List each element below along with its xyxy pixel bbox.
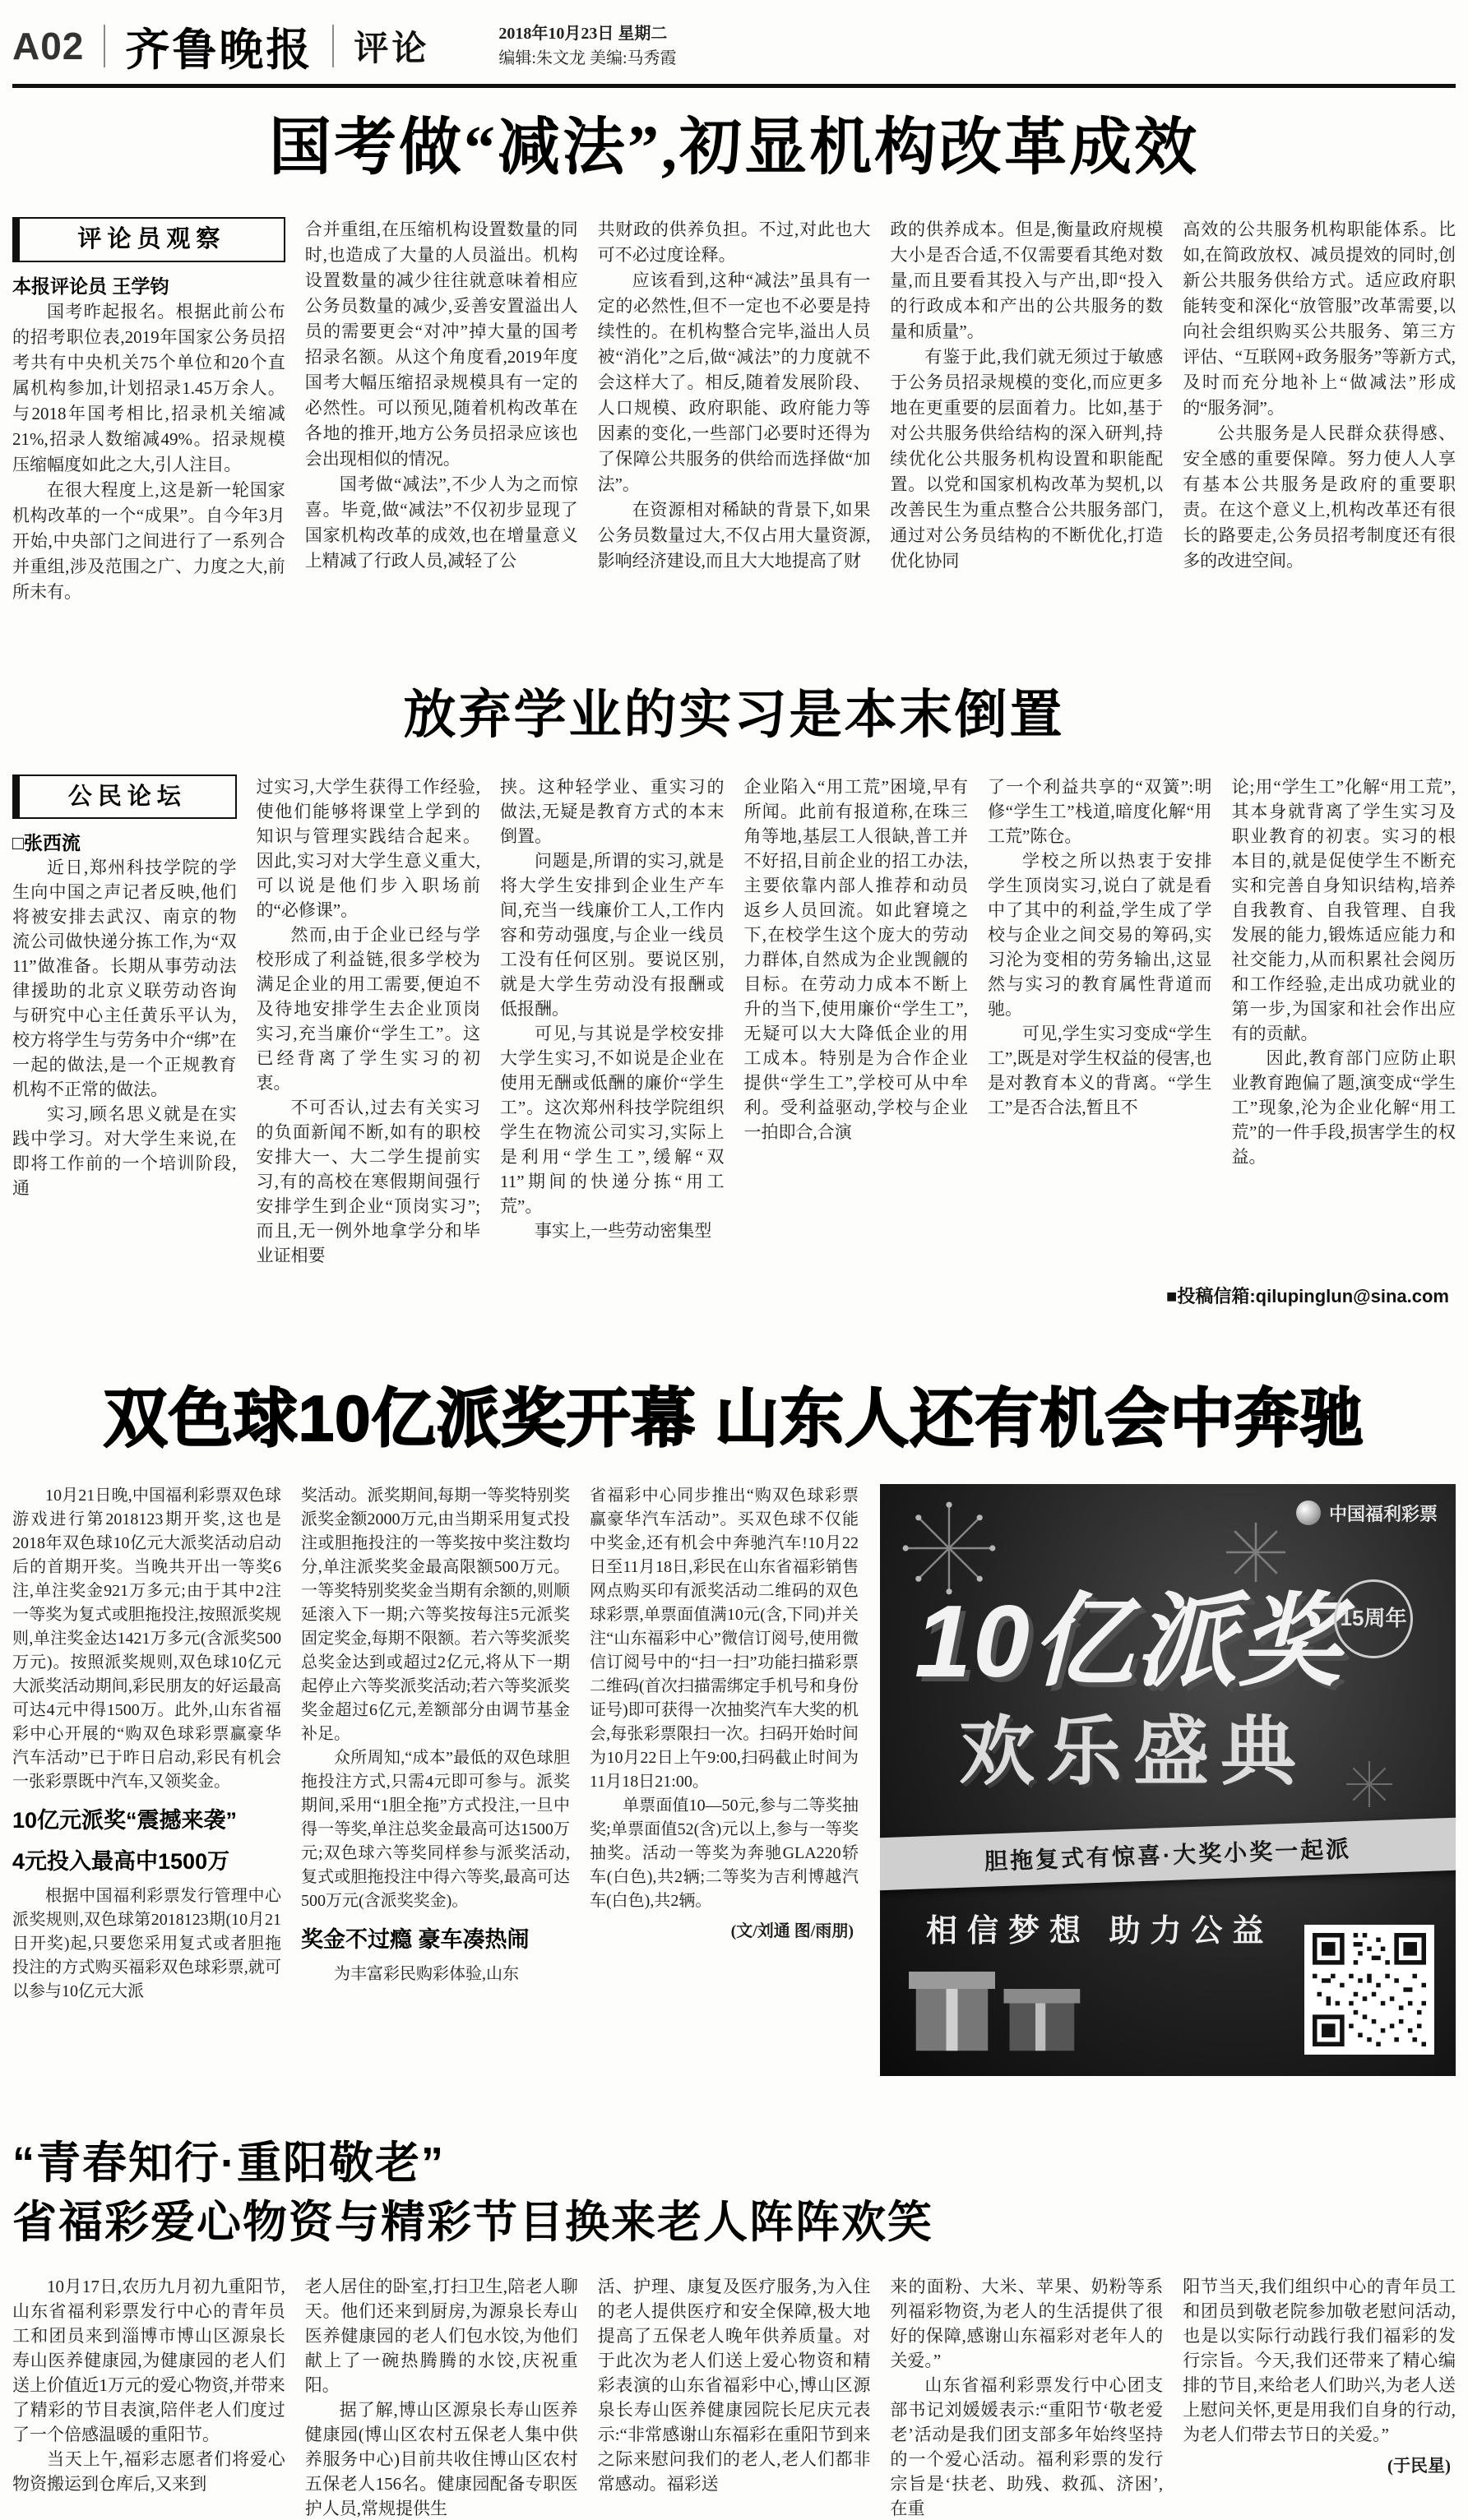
body-paragraph: 可见,学生实习变成“学生工”,既是对学生权益的侵害,也是对教育本义的背离。“学生工”是否合法,暂且不 — [988, 1024, 1212, 1117]
text-column — [890, 2274, 1163, 2520]
body-paragraph: 奖活动。派奖期间,每期一等奖特别奖派奖金额2000万元,由当期采用复式投注或胆拖投注的一等奖按中奖注数均分,单注派奖奖金最高限额500万元。一等奖特别奖奖金当期有余额的,则顺延滚入下一期;六等奖按每注5元派奖固定奖金,每期不限额。若六等奖派奖总奖金达到或超过2亿元,将从下一期起停止六等奖派奖活动;若六等奖派奖奖金超过6亿元,差额部分由调节基金补足。 — [301, 1486, 570, 1743]
body-paragraph: 国考做“减法”,不少人为之而惊喜。毕竟,做“减法”不仅初步显现了国家机构改革的成效,也在增量意义上精减了行政人员,减轻了公 — [304, 474, 578, 571]
body-paragraph: 实习,顾名思义就是在实践中学习。对大学生来说,在即将工作前的一个培训阶段,通 — [12, 1104, 237, 1198]
article2-headline: 放弃学业的实习是本末倒置 — [403, 686, 1065, 744]
body-paragraph: 企业陷入“用工荒”困境,早有所闻。此前有报道称,在珠三角等地,基层工人很缺,普工并不好招,目前企业的招工办法,主要依靠内部人推荐和动员返乡人员回流。如此窘境之下,在校学生这个庞大的劳动力群体,自然成为企业觊觎的目标。在劳动力成本不断上升的当下,使用廉价“学生工”,无疑可以大大降低企业的用工成本。特别是为合作企业提供“学生工”,学校可从中牟利。受利益驱动,学校与企业一拍即合,合演 — [743, 777, 968, 1142]
body-paragraph: 事实上,一些劳动密集型 — [535, 1221, 712, 1241]
body-paragraph: 然而,由于企业已经与学校形成了利益链,很多学校为满足企业的用工需要,便迫不及待地安排学生去企业顶岗实习,充当廉价“学生工”。这已经背离了学生实习的初衷。 — [256, 925, 480, 1093]
publication-date: 2018年10月23日 星期二 — [498, 25, 668, 43]
byline: □张西流 — [12, 832, 81, 853]
body-paragraph: 有鉴于此,我们就无须过于敏感于公务员招录规模的变化,而应更多地在更重要的层面着力。比如,基于对公共服务供给结构的深入研判,持续优化公共服务机构设置和职能配置。以党和国家机构改革为契机,以改善民生为重点整合公共服务部门,通过对公务员结构的不断优化,打造优化协同 — [890, 347, 1164, 571]
text-column — [305, 217, 578, 628]
body-paragraph: 老人居住的卧室,打扫卫生,陪老人聊天。他们还来到厨房,为源泉长寿山医养健康园的老人们包水饺,为他们献上了一碗热腾腾的水饺,庆祝重阳。 — [304, 2277, 578, 2396]
china-welfare-lottery-brand — [1296, 1500, 1438, 1526]
body-paragraph: 在很大程度上,这是新一轮国家机构改革的一个“成果”。自今年3月开始,中央部门之间进行了一系列合并重组,涉及范围之广、力度之大,前所未有。 — [12, 480, 285, 602]
promo-image — [880, 1484, 1456, 2076]
article3-body — [12, 2274, 1456, 2520]
body-paragraph: 可见,与其说是学校安排大学生实习,不如说是企业在使用无酬或低酬的廉价“学生工”。这次郑州科技学院组织学生在物流公司实习,实际上是利用“学生工”,缓解“双11”期间的快递分拣“用工荒”。 — [500, 1024, 725, 1216]
article3-headline-line2: 省福彩爱心物资与精彩节目换来老人阵阵欢笑 — [12, 2198, 933, 2248]
text-column — [1232, 774, 1456, 1268]
body-paragraph: 阳节当天,我们组织中心的青年员工和团员到敬老院参加敬老慰问活动,也是以实际行动践行我们福彩的发行宗旨。今天,我们还带来了精心编排的节目,来给老人们助兴,为老人送上慰问关怀,更是用我们自身的行动,为老人们带去节日的关爱。” — [1183, 2277, 1456, 2445]
lottery-ad-article — [12, 1380, 1456, 2076]
body-paragraph: 政的供养成本。但是,衡量政府规模大小是否合适,不仅需要看其绝对数量,而且要看其投入与产出,即“投入的行政成本和产出的公共服务的数量和质量”。 — [890, 220, 1164, 341]
body-paragraph: 挟。这种轻学业、重实习的做法,无疑是教育方式的本末倒置。 — [500, 777, 725, 846]
text-column — [598, 2274, 871, 2520]
body-paragraph: 众所周知,“成本”最低的双色球胆拖投注方式,只需4元即可参与。派奖期间,采用“1胆全拖”方式投注,一旦中得一等奖,单注总奖金最高可达1500万元;双色球六等奖同样参与派奖活动,复式或胆拖投注中得六等奖,最高可达500万元(含派奖奖金)。 — [301, 1748, 570, 1910]
page-header — [12, 0, 1456, 76]
credit-line: (于民星) — [1387, 2456, 1451, 2476]
body-paragraph: 为丰富彩民购彩体验,山东 — [334, 1965, 519, 1984]
text-column — [598, 217, 871, 628]
body-paragraph: 应该看到,这种“减法”虽具有一定的必然性,但不一定也不必要是持续性的。在机构整合完毕,溢出人员被“消化”之后,做“减法”的力度就不会这样大了。相反,随着发展阶段、人口规模、政府职能、政府能力等因素的变化,一些部门必要时还得为了保障公共服务的供给而选择做“加法”。 — [597, 270, 871, 494]
text-column — [257, 774, 481, 1268]
body-paragraph: 单票面值10—50元,参与二等奖抽奖;单票面值52(含)元以上,参与一等奖抽奖。活动一等奖为奔驰GLA220轿车(白色),共2辆;二等奖为吉利博越汽车(白色),共2辆。 — [590, 1796, 859, 1910]
text-column — [305, 2274, 578, 2520]
promo-subtitle: 欢乐盛典 — [959, 1709, 1308, 1794]
body-paragraph: 在资源相对稀缺的背景下,如果公务员数量过大,不仅占用大量资源,影响经济建设,而且大大地提高了财 — [597, 500, 871, 571]
ad-headline: 双色球10亿派奖开幕 山东人还有机会中奔驰 — [103, 1382, 1365, 1454]
text-column — [1183, 217, 1456, 628]
article-internship-commentary — [12, 682, 1456, 1308]
text-column — [12, 1484, 281, 2076]
body-paragraph: 高效的公共服务机构职能体系。比如,在简政放权、减员提效的同时,创新公共服务供给方式。适应政府职能转变和深化“放管服”改革需要,以向社会组织购买公共服务、第三方评估、“互联网+政务服务”等新方式,及时而充分地补上“做减法”形成的“服务洞”。 — [1183, 220, 1456, 418]
column-label: 评论员观察 — [12, 217, 285, 262]
firework-icon — [1341, 1755, 1398, 1813]
submission-mailbox: ■投稿信箱:qilupinglun@sina.com — [1166, 1286, 1449, 1306]
body-paragraph: 公共服务是人民群众获得感、安全感的重要保障。努力使人人享有基本公共服务是政府的重要职责。在这个意义上,机构改革还有很长的路要走,公务员招考制度还有很多的改进空间。 — [1183, 423, 1456, 571]
body-paragraph: 活、护理、康复及医疗服务,为入住的老人提供医疗和安全保障,极大地提高了五保老人晚年供养质量。对于此次为老人们送上爱心物资和精彩表演的山东省福彩中心,博山区源泉长寿山医养健康园院长尼庆元表示:“非常感谢山东福彩在重阳节到来之际来慰问我们的老人,老人们都非常感动。福彩送 — [597, 2277, 871, 2495]
body-paragraph: 因此,教育部门应防止职业教育跑偏了题,演变成“学生工”现象,沦为企业化解“用工荒”的一件手段,损害学生的权益。 — [1231, 1048, 1456, 1167]
article3-headline — [12, 2134, 1456, 2254]
qr-code-pattern — [1313, 1933, 1426, 2046]
article1-body — [12, 217, 1456, 628]
header-divider — [332, 25, 334, 67]
text-column — [301, 1484, 570, 2076]
body-paragraph: 10月21日晚,中国福利彩票双色球游戏进行第2018123期开奖,这也是2018年双色球10亿元大派奖活动启动后的首期开奖。当晚共开出一等奖6注,单注奖金921万多元;由于其中2注一等奖为复式或胆拖投注,按照派奖规则,单注奖金达1421万多元(含派奖500万元)。按照派奖规则,双色球10亿元大派奖活动期间,彩民朋友的好运最高可达4元中得1500万。此外,山东省福彩中心开展的“购双色球彩票赢豪华汽车活动”已于昨日启动,彩民有机会一张彩票既中汽车,又领奖金。 — [12, 1486, 281, 1791]
header-divider — [104, 25, 105, 67]
editors-line: 编辑:朱文龙 美编:马秀霞 — [498, 49, 677, 67]
body-paragraph: 论;用“学生工”化解“用工荒”,其本身就背离了学生实习及职业教育的初衷。实习的根本目的,就是促使学生不断充实和完善自身知识结构,培养自我教育、自我管理、自我发展的能力,锻炼适应能力和社交能力,从而积累社会阅历和工作经验,走出成功就业的第一步,为国家和社会作出应有的贡献。 — [1231, 777, 1456, 1043]
promo-slogan: 相信梦想 助力公益 — [926, 1913, 1274, 1949]
text-column — [890, 217, 1163, 628]
text-column — [12, 217, 285, 628]
subhead: 10亿元派奖“震撼来袭” — [12, 1807, 238, 1833]
body-paragraph: 共财政的供养负担。不过,对此也大可不必过度诠释。 — [597, 220, 871, 265]
body-paragraph: 根据中国福利彩票发行管理中心派奖规则,双色球第2018123期(10月21日开奖)起,只要您采用复式或者胆拖投注的方式购买福彩双色球彩票,就可以参与10亿元大派 — [12, 1887, 281, 2001]
section-title: 评论 — [354, 29, 430, 67]
promo-ribbon-banner: 胆拖复式有惊喜·大奖小奖一起派 — [880, 1817, 1456, 1890]
gift-box-icon — [905, 1943, 1086, 2058]
text-column — [988, 774, 1212, 1268]
body-paragraph: 当天上午,福彩志愿者们将爱心物资搬运到仓库后,又来到 — [12, 2449, 285, 2495]
brand-label: 中国福利彩票 — [1328, 1503, 1438, 1524]
text-column — [12, 774, 237, 1268]
article3-headline-line1: “青春知行·重阳敬老” — [12, 2138, 445, 2188]
text-column — [744, 774, 969, 1268]
body-paragraph: 了一个利益共享的“双簧”:明修“学生工”栈道,暗度化解“用工荒”陈仓。 — [988, 777, 1212, 846]
article2-body — [12, 774, 1456, 1268]
ad-body — [12, 1484, 1456, 2076]
text-column — [500, 774, 725, 1268]
body-paragraph: 学校之所以热衷于安排学生顶岗实习,说白了就是看中了其中的利益,学生成了学校与企业之间交易的筹码,实习沦为变相的劳务输出,这显然与实习的教育属性背道而驰。 — [988, 851, 1212, 1019]
credit-line: (文/刘通 图/雨朋) — [730, 1921, 854, 1940]
body-paragraph: 据了解,博山区源泉长寿山医养健康园(博山区农村五保老人集中供养服务中心)目前共收住博山区农村五保老人156名。健康园配备专职医护人员,常规提供生 — [304, 2400, 578, 2519]
body-paragraph: 山东省福利彩票发行中心团支部书记刘媛媛表示:“重阳节‘敬老爱老’活动是我们团支部多年始终坚持的一个爱心活动。福利彩票的发行宗旨是‘扶老、助残、救孤、济困’,在重 — [890, 2375, 1164, 2519]
text-column — [1183, 2274, 1456, 2520]
masthead-logo: 齐鲁晚报 — [125, 25, 313, 75]
ad-text-columns — [12, 1484, 859, 2076]
body-paragraph: 过实习,大学生获得工作经验,使他们能够将课堂上学到的知识与管理实践结合起来。因此,实习对大学生意义重大,可以说是他们步入职场前的“必修课”。 — [256, 777, 480, 920]
body-paragraph: 近日,郑州科技学院的学生向中国之声记者反映,他们将被安排去武汉、南京的物流公司做快递分拣工作,为“双11”做准备。长期从事劳动法律援助的北京义联劳动咨询与研究中心主任黄乐平认为,校方将学生与劳务中介“绑”在一起的做法,是一个正规教育机构不正常的做法。 — [12, 858, 237, 1099]
subhead: 4元投入最高中1500万 — [12, 1849, 230, 1875]
body-paragraph: 不可否认,过去有关实习的负面新闻不断,如有的职校安排大一、大二学生提前实习,有的高校在寒假期间强行安排学生到企业“顶岗实习”;而且,无一例外地拿学分和毕业证相要 — [256, 1098, 480, 1265]
header-rule — [12, 84, 1456, 88]
promo-title: 10亿派奖 — [915, 1584, 1342, 1699]
page-number: A02 — [12, 25, 85, 67]
body-paragraph: 来的面粉、大米、苹果、奶粉等系列福彩物资,为老人的生活提供了很好的保障,感谢山东福彩对老年人的关爱。” — [890, 2277, 1164, 2371]
body-paragraph: 合并重组,在压缩机构设置数量的同时,也造成了大量的人员溢出。机构设置数量的减少往往就意味着相应公务员数量的减少,妥善安置溢出人员的需要更会“对冲”掉大量的国考招录名额。从这个角度看,2019年度国考大幅压缩招录规模具有一定的必然性。可以预见,随着机构改革在各地的推开,地方公务员招录应该也会出现相似的情况。 — [304, 220, 578, 469]
subhead: 奖金不过瘾 豪车凑热闹 — [301, 1926, 530, 1952]
column-label: 公民论坛 — [12, 774, 237, 819]
body-paragraph: 省福彩中心同步推出“购双色球彩票赢豪华汽车活动”。买双色球不仅能中奖金,还有机会中奔驰汽车!10月22日至11月18日,彩民在山东省福彩销售网点购买印有派奖活动二维码的双色球彩票,单票面值满10元(含,下同)并关注“山东福彩中心”微信订阅号,使用微信订阅号中的“扫一扫”功能扫描彩票二维码(首次扫描需绑定手机号和身份证号)即可获得一次抽奖汽车大奖的机会,每张彩票限扫一次。扫码开始时间为10月22日上午9:00,扫码截止时间为11月18日21:00。 — [590, 1486, 859, 1791]
body-paragraph: 国考昨起报名。根据此前公布的招考职位表,2019年国家公务员招考共有中央机关75个单位和20个直属机构参加,计划招录1.45万余人。与2018年国考相比,招录机关缩减21%,招录人数缩减49%。招录规模压缩幅度如此之大,引人注目。 — [12, 302, 285, 474]
body-paragraph: 10月17日,农历九月初九重阳节,山东省福利彩票发行中心的青年员工和团员来到淄博市博山区源泉长寿山医养健康园,为健康园的老人们送上价值近1万元的爱心物资,并带来了精彩的节目表演,陪伴老人们度过了一个倍感温暖的重阳节。 — [12, 2277, 285, 2445]
article1-headline: 国考做“减法”,初显机构改革成效 — [269, 113, 1199, 183]
text-column — [590, 1484, 859, 2076]
promo-15th-anniversary-badge: 15周年 — [1334, 1579, 1413, 1658]
byline: 本报评论员 王学钧 — [12, 275, 169, 297]
date-block — [498, 24, 676, 68]
qr-code — [1304, 1925, 1434, 2055]
lottery-logo-icon — [1296, 1500, 1321, 1525]
text-column — [12, 2274, 285, 2520]
body-paragraph: 问题是,所谓的实习,就是将大学生安排到企业生产车间,充当一线廉价工人,工作内容和劳动强度,与企业一线员工没有任何区别。要说区别,就是大学生劳动没有报酬或低报酬。 — [500, 851, 725, 1019]
article-civil-service-exam — [12, 109, 1456, 628]
article-chongyang-festival — [12, 2134, 1456, 2520]
